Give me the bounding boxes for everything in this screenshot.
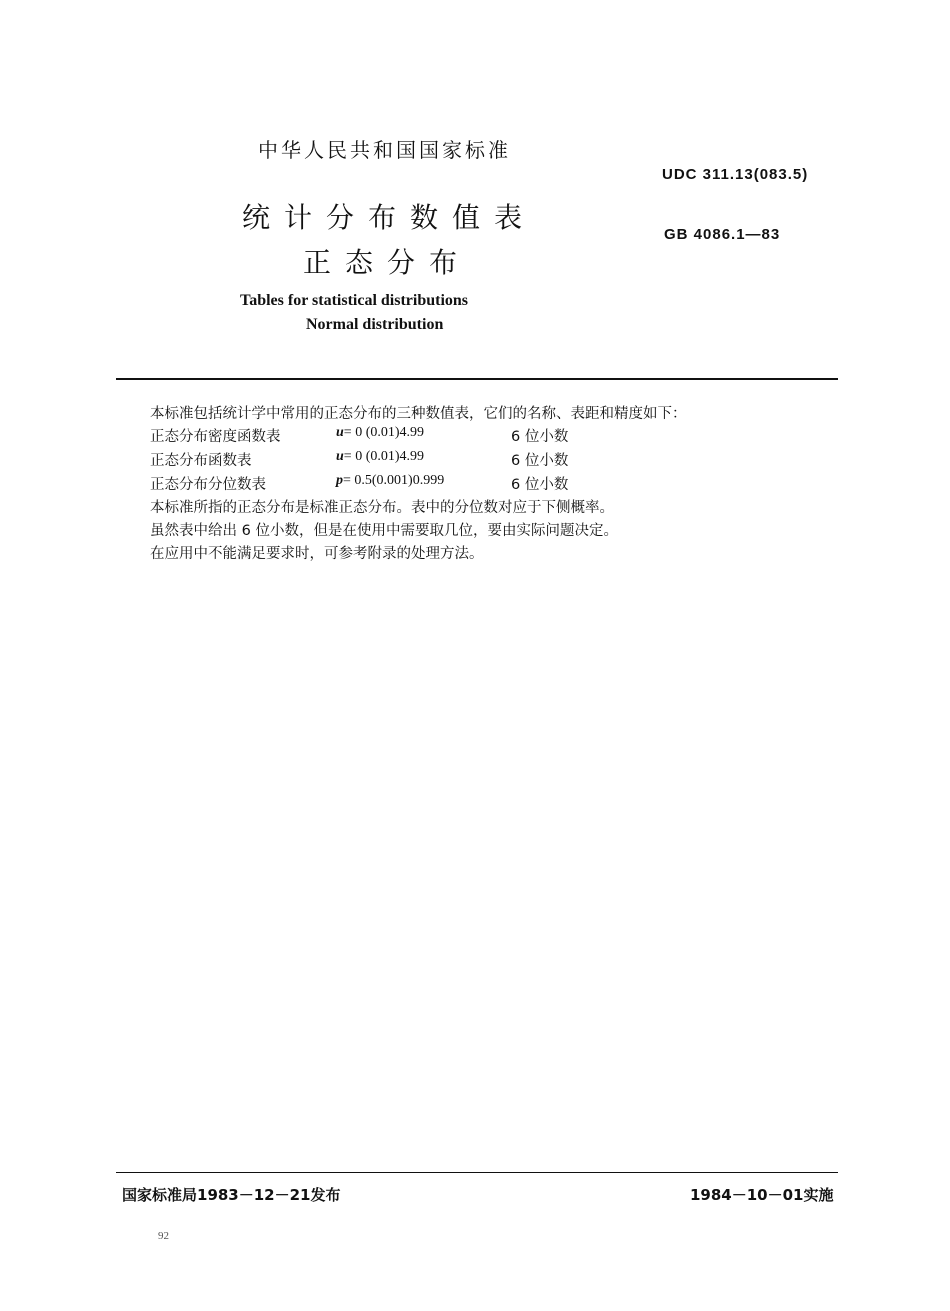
subtitle-en: Normal distribution — [306, 316, 444, 333]
variable: p — [336, 473, 343, 488]
subtitle-cn: 正态分布 — [303, 246, 472, 279]
table-name: 正态分布密度函数表 — [150, 429, 281, 445]
note-line: 虽然表中给出 6 位小数，但是在使用中需要取几位，要由实际问题决定。 — [150, 523, 618, 539]
effective-date: 1984－10－01实施 — [690, 1186, 834, 1204]
issue-date: 国家标准局1983－12－21发布 — [122, 1186, 341, 1204]
table-name: 正态分布分位数表 — [150, 477, 266, 493]
table-row — [0, 425, 950, 449]
table-precision: 6 位小数 — [511, 477, 569, 493]
variable: u — [336, 425, 344, 440]
header-rule — [116, 378, 838, 380]
variable: u — [336, 449, 344, 464]
table-range: u= 0 (0.01)4.99 — [336, 425, 425, 440]
table-row — [0, 473, 950, 497]
note-line: 在应用中不能满足要求时，可参考附录的处理方法。 — [150, 546, 484, 562]
standard-org: 中华人民共和国国家标准 — [258, 138, 511, 162]
gb-number: GB 4086.1—83 — [664, 226, 781, 243]
intro-paragraph: 本标准包括统计学中常用的正态分布的三种数值表，它们的名称、表距和精度如下： — [150, 406, 687, 422]
title-en: Tables for statistical distributions — [240, 292, 469, 309]
table-precision: 6 位小数 — [511, 453, 569, 469]
note-line: 本标准所指的正态分布是标准正态分布。表中的分位数对应于下侧概率。 — [150, 500, 614, 516]
table-range: u= 0 (0.01)4.99 — [336, 449, 425, 464]
footer-rule — [116, 1172, 838, 1173]
udc-code: UDC 311.13(083.5) — [662, 166, 809, 183]
title-cn: 统计分布数值表 — [242, 201, 537, 234]
table-row — [0, 449, 950, 473]
table-precision: 6 位小数 — [511, 429, 569, 445]
table-name: 正态分布函数表 — [150, 453, 252, 469]
page-number: 92 — [158, 1230, 169, 1242]
table-range: p= 0.5(0.001)0.999 — [336, 473, 445, 488]
